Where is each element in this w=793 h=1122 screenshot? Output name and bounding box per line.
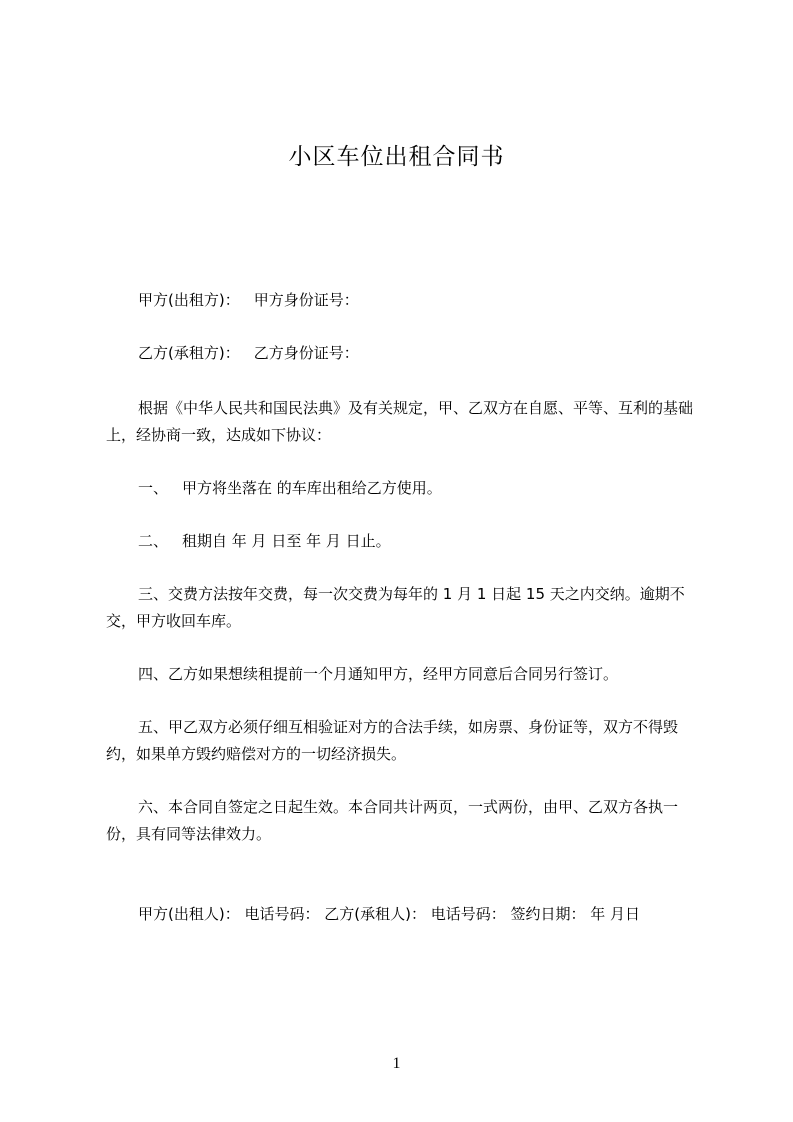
- clause-6: 六、本合同自签定之日起生效。本合同共计两页，一式两份，由甲、乙双方各执一份，具有同等法律效力。: [106, 798, 679, 843]
- party-a-label: 甲方(出租方)：: [138, 291, 240, 309]
- signature-block: 甲方(出租人)： 电话号码： 乙方(承租人)： 电话号码： 签约日期： 年 月日: [138, 905, 641, 923]
- clause-3: 三、交费方法按年交费，每一次交费为每年的 1 月 1 日起 15 天之内交纳。逾期不交，甲方收回车库。: [106, 585, 685, 630]
- party-b-line: [106, 340, 706, 367]
- intro-paragraph: 根据《中华人民共和国民法典》及有关规定，甲、乙双方在自愿、平等、互利的基础上，经协商一致，达成如下协议：: [106, 399, 694, 444]
- party-b-label: 乙方(承租方)：: [138, 344, 240, 362]
- page-number: 1: [392, 1055, 401, 1072]
- clause-1-text: 甲方将坐落在 的车库出租给乙方使用。: [182, 479, 442, 497]
- clause-2-number: 二、: [138, 532, 169, 550]
- party-b-id-label: 乙方身份证号：: [253, 344, 359, 362]
- clause-2-text: 租期自 年 月 日至 年 月 日止。: [182, 532, 391, 550]
- clause-5: 五、甲乙双方必须仔细互相验证对方的合法手续，如房票、身份证等，双方不得毁约，如果单方毁约赔偿对方的一切经济损失。: [106, 718, 679, 763]
- party-a-id-label: 甲方身份证号：: [253, 291, 359, 309]
- clause-1-number: 一、: [138, 479, 169, 497]
- document-title: 小区车位出租合同书: [288, 144, 505, 170]
- party-a-line: [106, 287, 706, 314]
- clause-1: [106, 475, 706, 502]
- clause-4: 四、乙方如果想续租提前一个月通知甲方，经甲方同意后合同另行签订。: [138, 665, 619, 683]
- clause-2: [106, 528, 706, 555]
